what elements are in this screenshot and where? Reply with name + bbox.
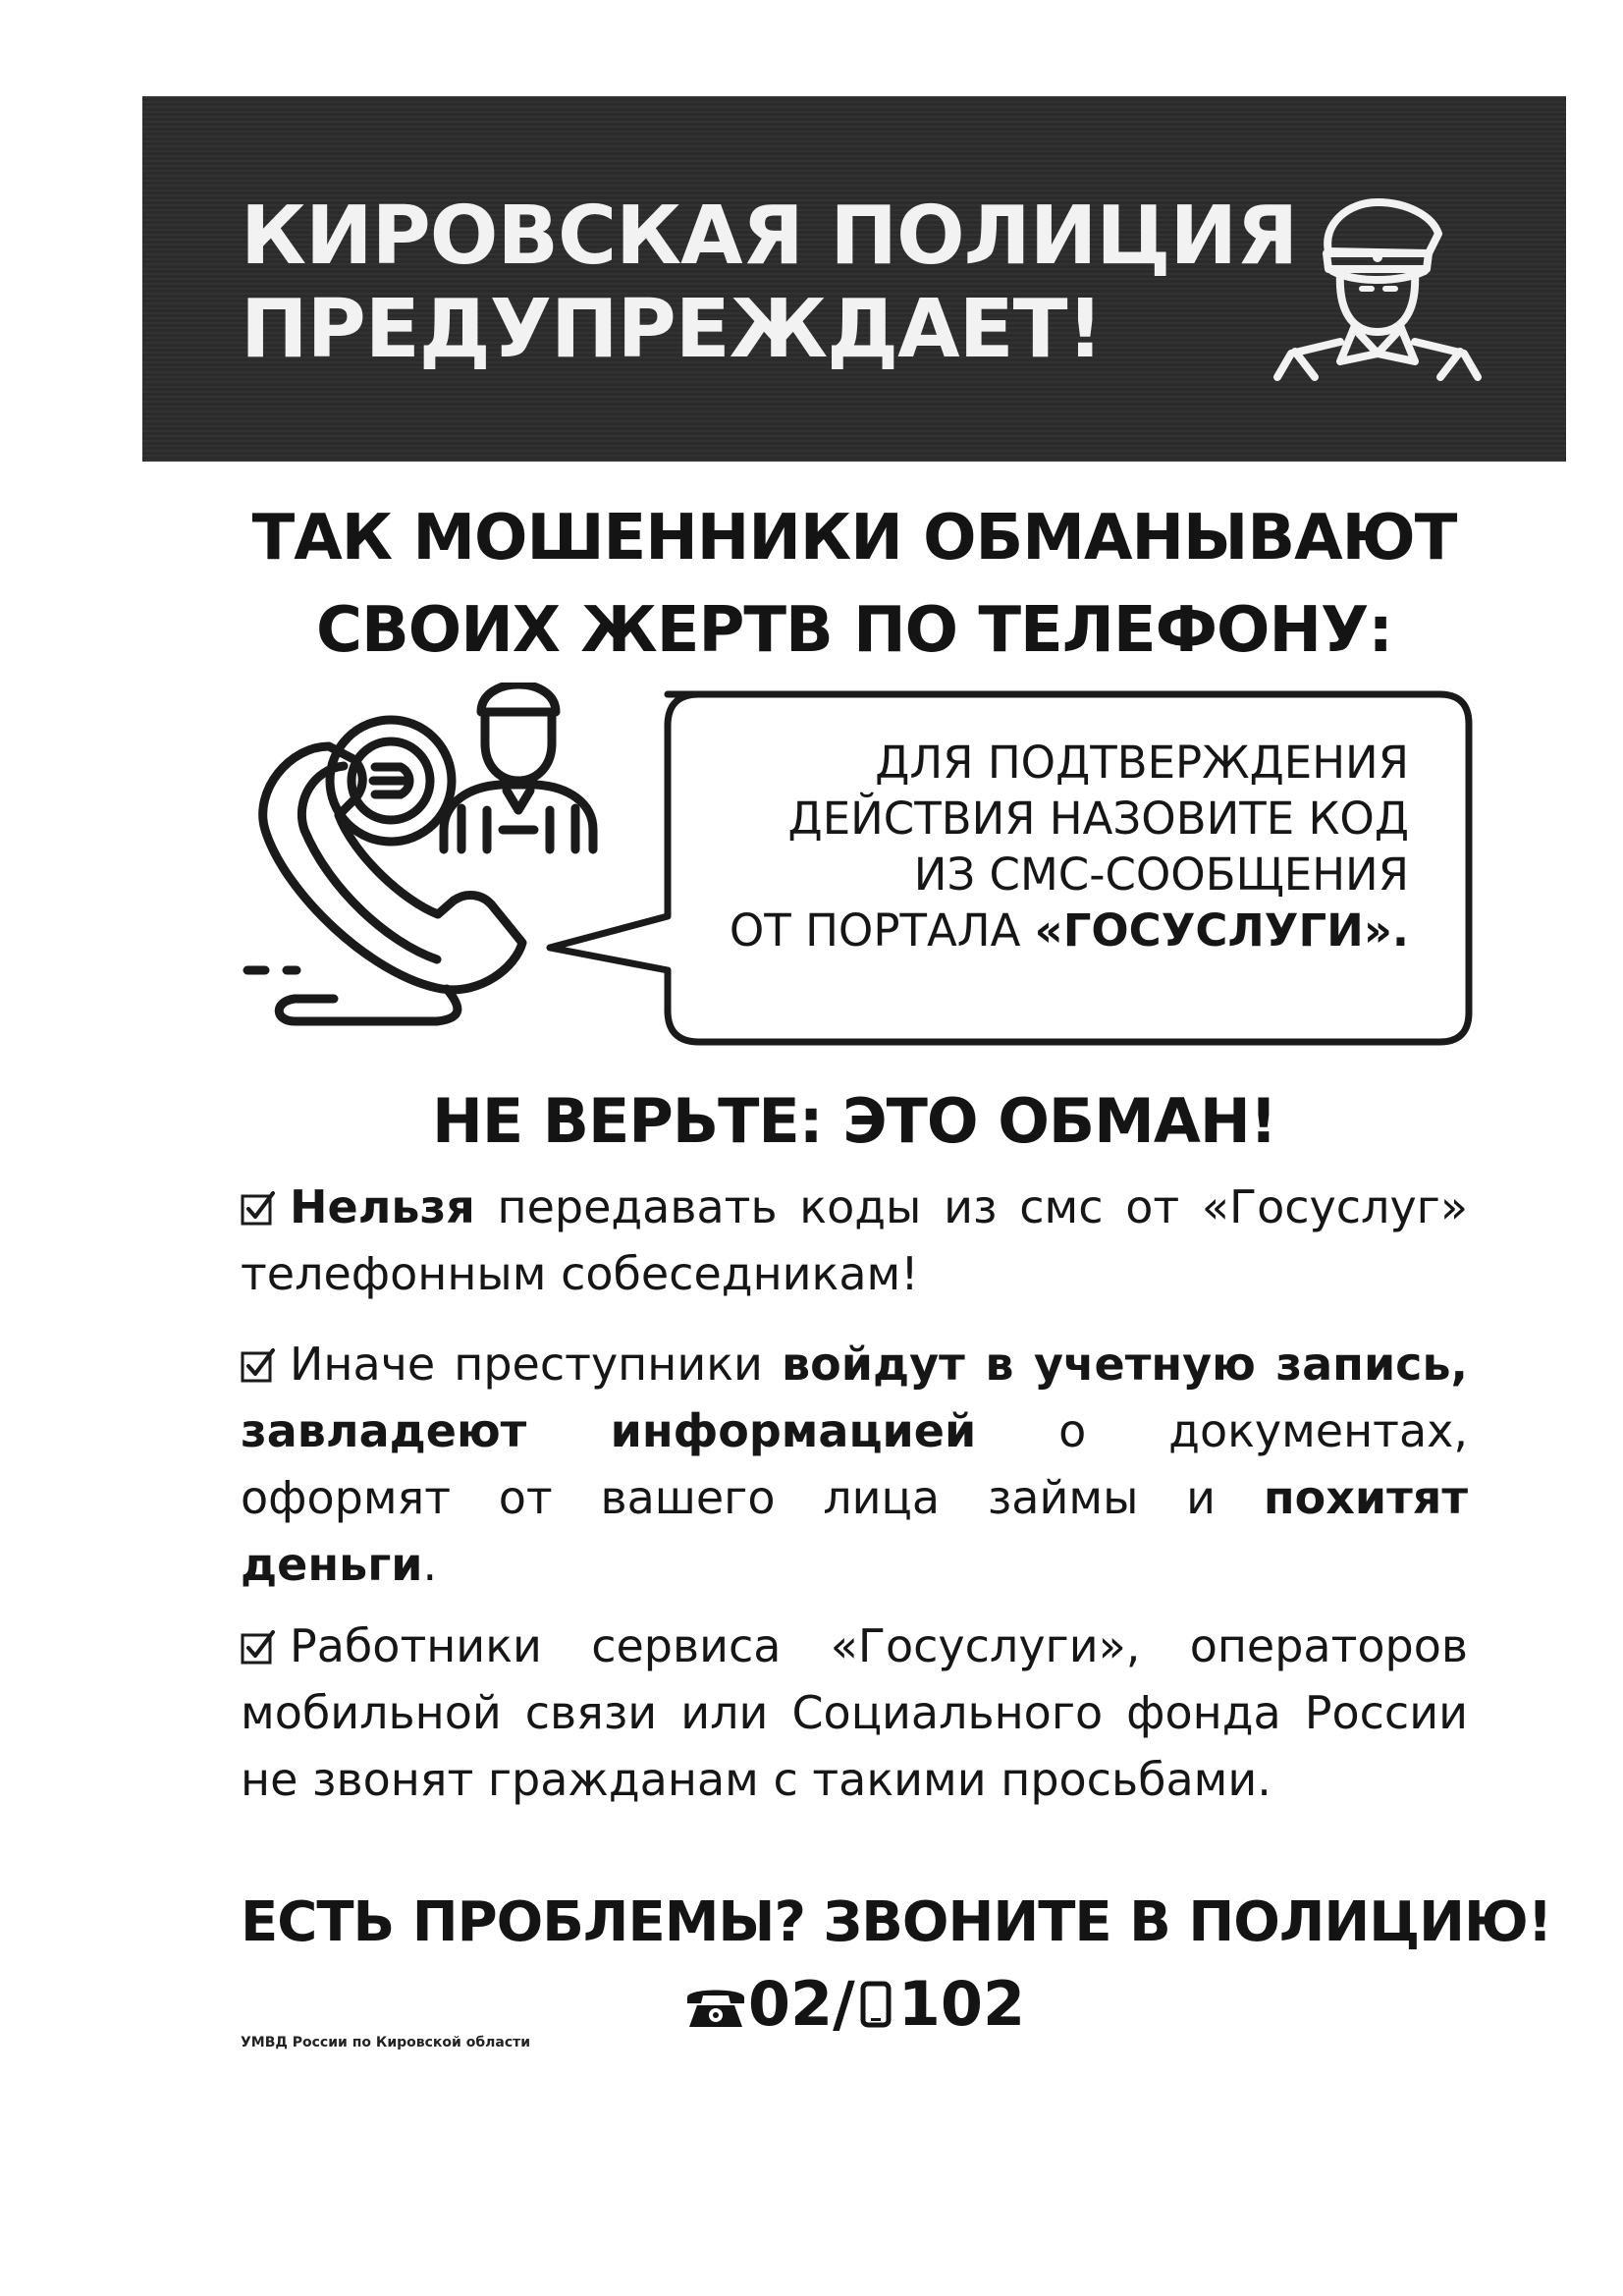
headline-line-1: ТАК МОШЕННИКИ ОБМАНЫВАЮТ	[251, 502, 1457, 574]
point-2-text-1: Иначе преступники	[290, 1338, 783, 1391]
warning-point-2	[241, 1331, 1468, 1598]
checkbox-checked-icon	[241, 1190, 276, 1226]
mobile-phone-icon	[859, 1980, 893, 2029]
bubble-line-4	[677, 902, 1409, 958]
bubble-line-2: ДЕЙСТВИЯ НАЗОВИТЕ КОД	[787, 793, 1409, 845]
number-separator: /	[833, 1968, 855, 2040]
bubble-line-3: ИЗ СМС-СООБЩЕНИЯ	[913, 848, 1409, 901]
banner-title-line-1: КИРОВСКАЯ ПОЛИЦИЯ	[241, 190, 1298, 283]
call-to-action: ЕСТЬ ПРОБЛЕМЫ? ЗВОНИТЕ В ПОЛИЦИЮ!	[241, 1890, 1552, 1954]
telephone-icon	[683, 1982, 748, 2029]
mobile-number: 102	[897, 1968, 1026, 2040]
warning-title: НЕ ВЕРЬТЕ: ЭТО ОБМАН!	[431, 1085, 1277, 1157]
police-officer-icon	[1271, 194, 1483, 381]
police-phone-numbers	[241, 1967, 1468, 2042]
checkbox-checked-icon	[241, 1629, 276, 1665]
point-1-text: передавать коды из смс от «Госуслуг» телефонным собеседникам!	[241, 1180, 1468, 1300]
point-2-text-2: о документах, оформят от вашего лица займы и	[241, 1404, 1469, 1524]
landline-number: 02	[747, 1968, 834, 2040]
banner-title-line-2: ПРЕДУПРЕЖДАЕТ!	[241, 283, 1103, 376]
header-banner	[142, 96, 1566, 462]
checkbox-checked-icon	[241, 1347, 276, 1383]
point-2-bold-2: похитят деньги	[241, 1471, 1468, 1591]
warning-point-3	[241, 1613, 1468, 1813]
point-3-text: Работники сервиса «Госуслуги», операторов мобильной связи или Социального фонда России не звонят гражданам с такими просьбами.	[241, 1619, 1468, 1806]
gosuslugi-name: «ГОСУСЛУГИ».	[1034, 904, 1409, 957]
point-1-bold: Нельзя	[290, 1180, 475, 1233]
bubble-line-1: ДЛЯ ПОДТВЕРЖДЕНИЯ	[875, 737, 1409, 789]
bubble-line-4-prefix: ОТ ПОРТАЛА	[729, 904, 1035, 957]
footer-note: УМВД России по Кировской области	[241, 2035, 531, 2050]
bubble-text	[677, 735, 1409, 958]
headline-line-2: СВОИХ ЖЕРТВ ПО ТЕЛЕФОНУ:	[316, 594, 1392, 667]
point-2-bold-1: войдут в учетную запись, завладеют информацией	[241, 1338, 1469, 1457]
warning-point-1	[241, 1174, 1468, 1307]
point-2-text-3: .	[422, 1538, 438, 1591]
